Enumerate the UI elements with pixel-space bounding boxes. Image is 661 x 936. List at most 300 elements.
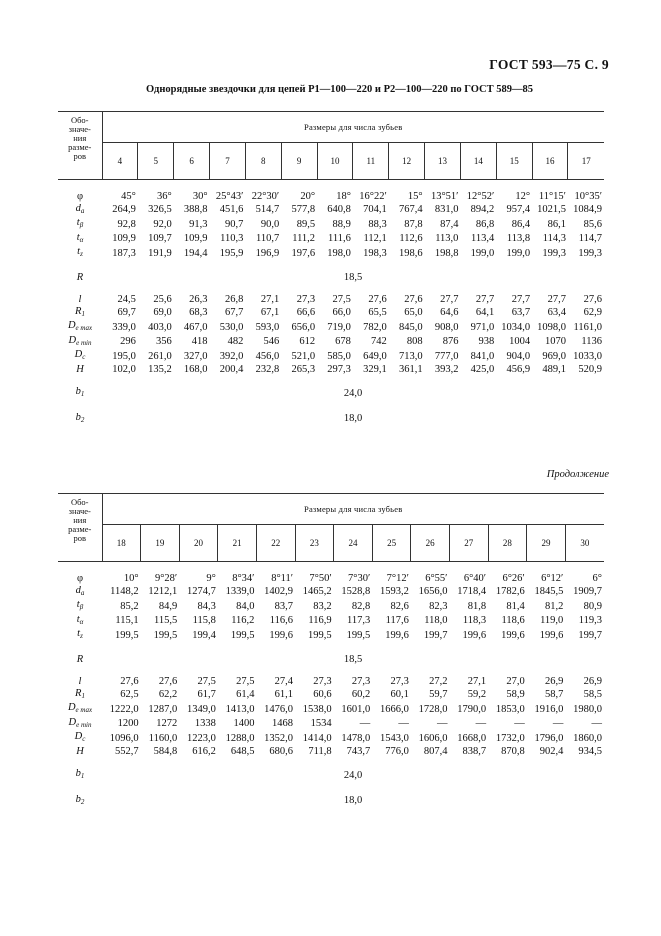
value-cell: 199,6 [385,629,409,641]
value-cell: — [552,718,564,729]
value-cell: 199,3 [542,247,566,259]
value-cell: 187,3 [112,247,136,259]
merged-value-cell: 18,0 [343,795,363,806]
value-cell: 12° [515,191,531,202]
continuation-label: Продолжение [546,469,609,480]
value-cell: 392,0 [219,350,244,362]
value-cell: 27,3 [390,676,409,687]
value-cell: 649,0 [363,350,387,362]
value-cell: 7°50′ [309,573,332,584]
value-cell: 199,4 [192,629,216,641]
value-cell: 934,5 [578,745,602,757]
value-cell: 84,9 [158,600,178,612]
value-cell: 593,0 [255,321,280,333]
value-cell: 110,3 [220,233,244,244]
value-cell: 68,3 [189,307,208,318]
value-cell: 27,6 [368,294,387,305]
row-R [58,272,604,284]
value-cell: 116,2 [231,615,255,626]
value-cell: 552,7 [114,745,139,757]
value-cell: 648,5 [230,745,255,757]
value-cell: 27,6 [404,294,423,305]
value-cell: 36° [156,191,172,202]
value-cell: 86,4 [511,218,531,230]
teeth-count-cell: 26 [411,525,450,562]
value-cell: 1916,0 [534,703,564,715]
value-cell: 27,6 [583,294,602,305]
teeth-count-cell: 28 [488,525,527,562]
value-cell: 1339,0 [225,586,255,597]
value-cell: 27,2 [429,676,448,687]
value-cell: 25°43′ [215,191,244,202]
symbol-b2: $b_2$ [75,411,85,424]
value-cell: 6°26′ [502,573,525,584]
value-cell: 1136 [581,336,602,347]
teeth-count-cell: 7 [210,143,246,180]
value-cell: 1352,0 [264,732,294,744]
value-cell: 1098,0 [537,321,566,333]
value-cell: 58,9 [506,689,525,700]
value-cell: 938 [478,336,495,347]
value-cell: 116,6 [269,615,294,626]
value-cell: 197,6 [291,247,316,259]
value-cell: 1728,0 [418,703,448,715]
value-cell: 118,6 [501,615,525,626]
teeth-count-cell: 6 [174,143,210,180]
value-cell: 59,7 [429,689,448,700]
value-cell: 90,0 [260,218,280,230]
value-cell: 6° [592,573,602,584]
value-cell: 577,8 [291,204,316,215]
symbol-l: l [78,676,82,687]
value-cell: 200,4 [219,363,244,375]
value-cell: 102,0 [112,363,136,375]
value-cell: 6°40′ [463,573,487,584]
value-cell: 111,2 [292,233,316,244]
row-ta [58,232,604,247]
value-cell: 27,4 [274,676,294,687]
value-cell: — [591,718,602,729]
teeth-count-cell: 12 [389,143,425,180]
value-cell: 115,1 [115,615,139,626]
teeth-count-cell: 30 [580,538,590,548]
value-cell: 89,5 [296,218,316,230]
value-cell: 82,6 [390,600,409,612]
value-cell: 65,0 [404,307,423,318]
value-cell: 27,6 [120,676,139,687]
teeth-count-cell: 8 [245,143,281,180]
value-cell: — [475,718,487,729]
symbol-tb: $t_\beta$ [76,217,84,229]
symbol-Dc: $D_c$ [74,731,86,743]
row-phi [58,573,604,585]
value-cell: 451,6 [219,204,244,215]
value-cell: 196,9 [255,247,280,259]
value-cell: 199,5 [346,629,371,641]
value-cell: 86,1 [547,218,566,230]
value-cell: 65,5 [368,307,387,318]
teeth-count-cell: 10 [317,143,353,180]
value-cell: 1287,0 [148,703,178,715]
value-cell: 326,5 [148,204,172,215]
value-cell: 87,8 [404,218,423,230]
value-cell: 831,0 [434,204,459,215]
value-cell: 58,7 [544,689,564,700]
value-cell: 26,3 [189,294,208,305]
value-cell: 8°34′ [232,573,255,584]
teeth-count-cell: 16 [532,143,568,180]
teeth-count-cell: 22 [256,525,295,562]
value-cell: 356 [155,336,172,347]
row-da [58,585,604,600]
value-cell: 84,0 [236,600,255,612]
value-cell: 82,3 [429,600,448,612]
value-cell: 1160,0 [148,732,178,744]
value-cell: 1606,0 [418,732,448,744]
value-cell: 27,7 [475,294,495,305]
value-cell: 18° [336,191,351,202]
value-cell: 329,1 [363,363,387,375]
value-cell: 62,5 [120,689,139,700]
value-cell: 1070 [544,336,566,347]
value-cell: 199,6 [539,629,564,641]
value-cell: 92,0 [153,218,172,230]
teeth-count-cell: 21 [218,525,257,562]
value-cell: 199,6 [269,629,294,641]
value-cell: 199,6 [462,629,487,641]
value-cell: 26,8 [225,294,244,305]
value-cell: 680,6 [269,745,294,757]
symbol-Demax: $D_{e max}$ [67,702,93,714]
teeth-count-cell: 5 [138,143,174,180]
teeth-count-cell: 29 [527,525,566,562]
symbol-Dc: $D_c$ [74,349,86,361]
value-cell: 296 [120,336,136,347]
value-cell: 232,8 [255,363,280,375]
teeth-count-cell: 9 [281,143,317,180]
symbol-phi: φ [76,573,84,584]
value-cell: 742 [371,336,387,347]
value-cell: 199,5 [114,629,139,641]
symbol-H: H [76,745,84,757]
value-cell: 841,0 [470,350,495,362]
value-cell: 27,3 [296,294,316,305]
value-cell: 894,2 [470,204,495,215]
value-cell: — [514,718,525,729]
value-cell: 957,4 [506,204,531,215]
value-cell: 15° [407,191,423,202]
value-cell: 902,4 [539,745,564,757]
value-cell: 1845,5 [534,586,564,597]
value-cell: 521,0 [291,350,316,362]
value-cell: 112,6 [399,233,423,244]
value-cell: 1468 [272,718,294,729]
teeth-count-cell: 20 [179,525,218,562]
value-cell: 1004 [509,336,531,347]
symbol-Demax: $D_{e max}$ [67,320,93,332]
merged-value-cell: 24,0 [343,387,363,399]
value-cell: 418 [191,336,208,347]
value-cell: 113,8 [506,233,531,244]
value-cell: 66,0 [332,307,351,318]
value-cell: 60,2 [351,689,371,700]
value-cell: 1096,0 [109,732,139,744]
merged-value-cell: 18,5 [343,271,363,283]
value-cell: 1668,0 [457,732,487,744]
value-cell: 199,5 [308,629,332,641]
value-cell: 59,2 [467,689,487,700]
row-tz [58,246,604,261]
value-cell: 393,2 [434,363,459,375]
value-cell: 514,7 [255,204,280,215]
symbol-b1: $b_1$ [75,386,85,398]
value-cell: 6°55′ [425,573,448,584]
value-cell: 109,7 [148,233,172,244]
value-cell: 26,9 [544,676,564,687]
value-cell: 1593,2 [380,586,409,597]
value-cell: 1414,0 [302,732,332,744]
value-cell: 1148,2 [110,586,139,597]
symbol-H: H [76,363,84,375]
value-cell: 520,9 [578,363,602,375]
value-cell: 119,0 [540,615,564,626]
teeth-count-header: Размеры для числа зубьев [102,494,604,525]
value-cell: 456,9 [506,363,531,375]
value-cell: 1465,2 [302,586,332,597]
value-cell: 1402,9 [264,586,294,597]
designation-header: Обо- значе- ния разме- ров [58,112,102,180]
value-cell: 1084,9 [573,204,602,215]
value-cell: 584,8 [153,745,178,757]
value-cell: 743,7 [346,745,371,757]
value-cell: 27,7 [511,294,531,305]
value-cell: 908,0 [434,321,459,333]
value-cell: 425,0 [470,363,495,375]
value-cell: 195,9 [219,247,244,259]
value-cell: 198,8 [434,247,459,259]
row-H [58,746,604,758]
value-cell: 27,7 [547,294,566,305]
value-cell: 67,7 [225,307,244,318]
value-cell: 61,1 [274,689,294,700]
value-cell: 60,6 [313,689,332,700]
value-cell: 60,1 [390,689,409,700]
value-cell: 10° [123,573,139,584]
value-cell: 1274,7 [186,586,216,597]
value-cell: 264,9 [112,204,136,215]
row-Demax [58,702,604,717]
value-cell: 66,6 [296,307,316,318]
symbol-R1: $R_1$ [75,687,85,700]
value-cell: 191,9 [148,247,172,259]
value-cell: 656,0 [291,321,316,333]
value-cell: 198,0 [327,247,351,259]
row-R1 [58,306,604,321]
value-cell: 1400 [233,718,255,729]
value-cell: 9°28′ [154,573,178,584]
symbol-da: $d_a$ [75,202,85,215]
value-cell: 776,0 [385,745,409,757]
value-cell: 85,2 [120,600,139,612]
symbol-R1: $R_1$ [75,305,85,318]
value-cell: 45° [121,191,136,202]
row-R1 [58,688,604,703]
value-cell: 199,7 [578,629,602,641]
row-tb [58,599,604,614]
row-Dc [58,731,604,746]
row-l [58,676,604,688]
value-cell: 118,0 [424,615,448,626]
table-grid [58,493,604,808]
value-cell: 69,7 [117,307,136,318]
value-cell: 1909,7 [573,586,602,597]
value-cell: 135,2 [148,363,172,375]
value-cell: 1338 [194,718,216,729]
symbol-Demin: $D_{e min}$ [68,716,92,729]
value-cell: 1034,0 [501,321,531,333]
symbol-ta: $t_\alpha$ [76,613,84,626]
value-cell: 1476,0 [264,703,294,715]
value-cell: 1666,0 [380,703,409,715]
value-cell: 904,0 [506,350,531,362]
value-cell: 261,0 [148,350,172,362]
page-header: ГОСТ 593—75 С. 9 [489,57,609,72]
value-cell: 1656,0 [418,586,448,597]
value-cell: 199,3 [578,247,602,259]
value-cell: 20° [300,191,316,202]
value-cell: 114,3 [542,233,566,244]
value-cell: 807,4 [423,745,448,757]
teeth-count-cell: 23 [295,525,334,562]
value-cell: 1538,0 [302,703,332,715]
value-cell: 612 [299,336,316,347]
value-cell: 1349,0 [186,703,216,715]
value-cell: 1222,0 [109,703,139,715]
value-cell: 870,8 [501,745,525,757]
row-tz [58,628,604,643]
symbol-Demin: $D_{e min}$ [68,334,92,347]
symbol-ta: $t_\alpha$ [76,231,84,244]
value-cell: 530,0 [219,321,244,333]
merged-value-cell: 18,5 [343,653,363,665]
value-cell: 194,4 [183,247,208,259]
value-cell: 467,0 [183,321,208,333]
value-cell: 82,8 [351,600,371,612]
value-cell: 30° [192,191,208,202]
dimensions-table-2 [58,493,604,808]
value-cell: 58,5 [583,689,602,700]
value-cell: 546 [263,336,280,347]
value-cell: 26,9 [583,676,602,687]
value-cell: 116,9 [308,615,332,626]
value-cell: 1718,4 [457,586,487,597]
symbol-tz: $t_z$ [77,246,83,258]
value-cell: 114,7 [578,233,602,244]
value-cell: 1223,0 [186,732,216,744]
value-cell: 969,0 [542,350,566,362]
value-cell: 456,0 [255,350,280,362]
value-cell: 6°12′ [541,573,564,584]
value-cell: 777,0 [434,350,459,362]
teeth-count-cell: 14 [460,143,496,180]
value-cell: 61,7 [197,689,216,700]
value-cell: 678 [335,336,351,347]
value-cell: 640,8 [327,204,351,215]
value-cell: 199,0 [506,247,531,259]
value-cell: 111,6 [328,233,351,244]
value-cell: 876 [442,336,459,347]
value-cell: 489,1 [542,363,566,375]
value-cell: 64,1 [475,307,495,318]
value-cell: 24,5 [117,294,136,305]
value-cell: 62,9 [583,307,602,318]
value-cell: 767,4 [398,204,423,215]
row-Demin [58,335,604,350]
value-cell: 118,3 [462,615,487,626]
teeth-count-header: Размеры для числа зубьев [102,112,604,143]
value-cell: 84,3 [197,600,216,612]
teeth-count-cell: 15 [496,143,532,180]
merged-value-cell: 18,0 [343,413,363,424]
value-cell: 199,5 [230,629,255,641]
value-cell: 1413,0 [225,703,255,715]
value-cell: 845,0 [398,321,423,333]
value-cell: 91,3 [189,218,208,230]
teeth-count-cell: 27 [449,525,488,562]
value-cell: 109,9 [112,233,136,244]
row-b1 [58,386,604,401]
value-cell: 1796,0 [534,732,564,744]
value-cell: 327,0 [183,350,208,362]
value-cell: 838,7 [462,745,487,757]
value-cell: 199,0 [470,247,495,259]
value-cell: 27,7 [440,294,459,305]
value-cell: 361,1 [398,363,423,375]
value-cell: 88,9 [332,218,351,230]
value-cell: 711,8 [308,745,332,757]
value-cell: 67,1 [260,307,280,318]
value-cell: 199,7 [423,629,448,641]
symbol-R: R [76,653,84,665]
value-cell: 1161,0 [573,321,602,333]
value-cell: 83,7 [274,600,294,612]
value-cell: 403,0 [148,321,172,333]
value-cell: 27,3 [351,676,371,687]
row-Demin [58,717,604,732]
value-cell: 22°30′ [251,191,280,202]
value-cell: 198,3 [363,247,387,259]
value-cell: 7°30′ [348,573,371,584]
dimensions-table-1 [58,111,604,426]
value-cell: 112,1 [363,233,387,244]
value-cell: 27,6 [158,676,178,687]
value-cell: 1033,0 [573,350,602,362]
row-ta [58,614,604,629]
value-cell: 198,6 [398,247,423,259]
value-cell: 90,7 [225,218,244,230]
value-cell: 199,6 [501,629,525,641]
value-cell: 1478,0 [341,732,371,744]
value-cell: 62,2 [158,689,178,700]
value-cell: — [359,718,371,729]
value-cell: 109,9 [183,233,208,244]
value-cell: 81,4 [506,600,525,612]
value-cell: 13°51′ [430,191,459,202]
merged-value-cell: 24,0 [343,769,363,781]
value-cell: 27,1 [260,294,280,305]
value-cell: 168,0 [183,363,208,375]
value-cell: 782,0 [363,321,387,333]
